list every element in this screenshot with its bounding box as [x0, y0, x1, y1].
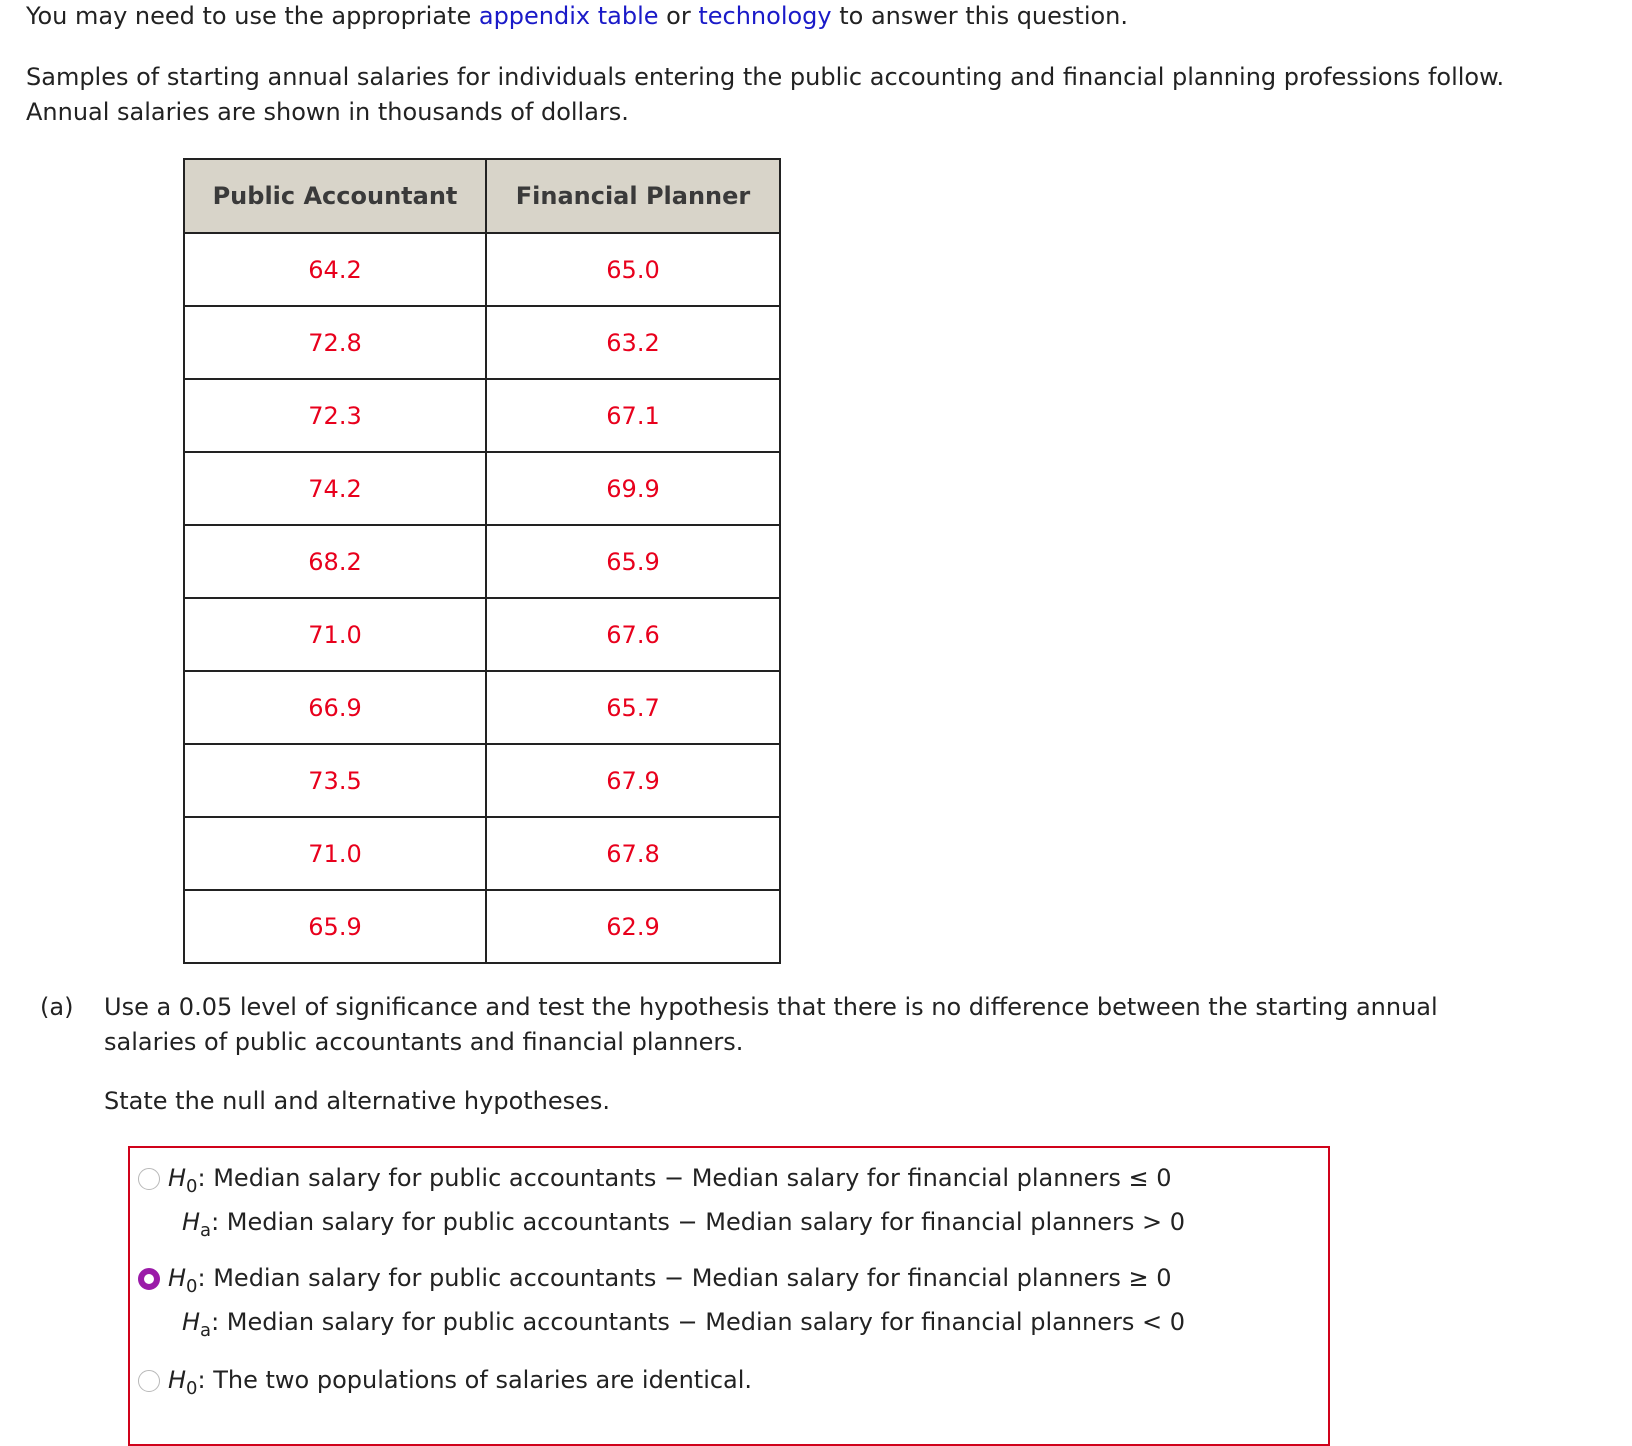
table-row [184, 744, 780, 817]
financial-planner-value: 62.9 [486, 890, 780, 963]
table-row [184, 379, 780, 452]
option-3-radio[interactable] [138, 1370, 160, 1392]
appendix-table-link[interactable]: appendix table [478, 2, 659, 30]
financial-planner-value: 67.1 [486, 379, 780, 452]
option-1-h0-text: : Median salary for public accountants − Median salary for financial planners ≤ 0 [197, 1164, 1172, 1192]
public-accountant-value: 74.2 [184, 452, 486, 525]
subscript-a: a [200, 1320, 212, 1341]
state-hypotheses-prompt: State the null and alternative hypotheses. [104, 1087, 611, 1115]
part-a-text [104, 990, 1438, 1060]
option-3-null-hypothesis [168, 1364, 753, 1399]
financial-planner-value: 67.6 [486, 598, 780, 671]
h-symbol: H [182, 1208, 201, 1236]
table-row [184, 525, 780, 598]
problem-line-2: Annual salaries are shown in thousands of dollars. [26, 98, 629, 126]
h-symbol: H [168, 1366, 187, 1394]
problem-statement [26, 60, 1504, 130]
financial-planner-value: 65.0 [486, 233, 780, 306]
subscript-a: a [200, 1220, 212, 1241]
public-accountant-value: 72.8 [184, 306, 486, 379]
financial-planner-value: 67.9 [486, 744, 780, 817]
option-2-h0-text: : Median salary for public accountants − Median salary for financial planners ≥ 0 [197, 1264, 1172, 1292]
option-2-null-hypothesis [168, 1262, 1172, 1297]
subscript-zero: 0 [186, 1378, 198, 1399]
part-a-label: (a) [40, 993, 74, 1021]
public-accountant-value: 66.9 [184, 671, 486, 744]
instruction-line [26, 0, 1128, 32]
option-1-null-hypothesis [168, 1162, 1172, 1197]
instruction-suffix: to answer this question. [831, 2, 1129, 30]
h-symbol: H [168, 1164, 187, 1192]
table-row [184, 817, 780, 890]
problem-line-1: Samples of starting annual salaries for individuals entering the public accounting and financial planning professions follow. [26, 63, 1505, 91]
public-accountant-value: 73.5 [184, 744, 486, 817]
instruction-middle: or [658, 2, 699, 30]
option-1-radio[interactable] [138, 1168, 160, 1190]
financial-planner-value: 69.9 [486, 452, 780, 525]
public-accountant-value: 72.3 [184, 379, 486, 452]
financial-planner-value: 63.2 [486, 306, 780, 379]
table-row [184, 671, 780, 744]
hypotheses-answer-box [128, 1146, 1330, 1446]
financial-planner-value: 65.7 [486, 671, 780, 744]
financial-planner-value: 65.9 [486, 525, 780, 598]
instruction-prefix: You may need to use the appropriate [26, 2, 479, 30]
table-row [184, 890, 780, 963]
option-1-ha-text: : Median salary for public accountants − Median salary for financial planners > 0 [211, 1208, 1186, 1236]
technology-link[interactable]: technology [698, 2, 832, 30]
salary-table [183, 158, 781, 964]
public-accountant-value: 65.9 [184, 890, 486, 963]
public-accountant-value: 68.2 [184, 525, 486, 598]
public-accountant-value: 71.0 [184, 598, 486, 671]
h-symbol: H [182, 1308, 201, 1336]
option-3-h0-text: : The two populations of salaries are identical. [197, 1366, 753, 1394]
table-header-row [184, 159, 780, 233]
header-financial-planner: Financial Planner [486, 159, 780, 233]
table-row [184, 598, 780, 671]
public-accountant-value: 64.2 [184, 233, 486, 306]
part-a-line-1: Use a 0.05 level of significance and test the hypothesis that there is no difference between the starting annual [104, 993, 1438, 1021]
option-2-radio-selected[interactable] [138, 1268, 160, 1290]
h-symbol: H [168, 1264, 187, 1292]
option-2-alternative-hypothesis [182, 1306, 1186, 1341]
subscript-zero: 0 [186, 1176, 198, 1197]
option-1-alternative-hypothesis [182, 1206, 1186, 1241]
table-row [184, 452, 780, 525]
header-public-accountant: Public Accountant [184, 159, 486, 233]
table-row [184, 233, 780, 306]
financial-planner-value: 67.8 [486, 817, 780, 890]
subscript-zero: 0 [186, 1276, 198, 1297]
part-a-line-2: salaries of public accountants and financial planners. [104, 1028, 744, 1056]
public-accountant-value: 71.0 [184, 817, 486, 890]
option-2-ha-text: : Median salary for public accountants − Median salary for financial planners < 0 [211, 1308, 1186, 1336]
table-row [184, 306, 780, 379]
